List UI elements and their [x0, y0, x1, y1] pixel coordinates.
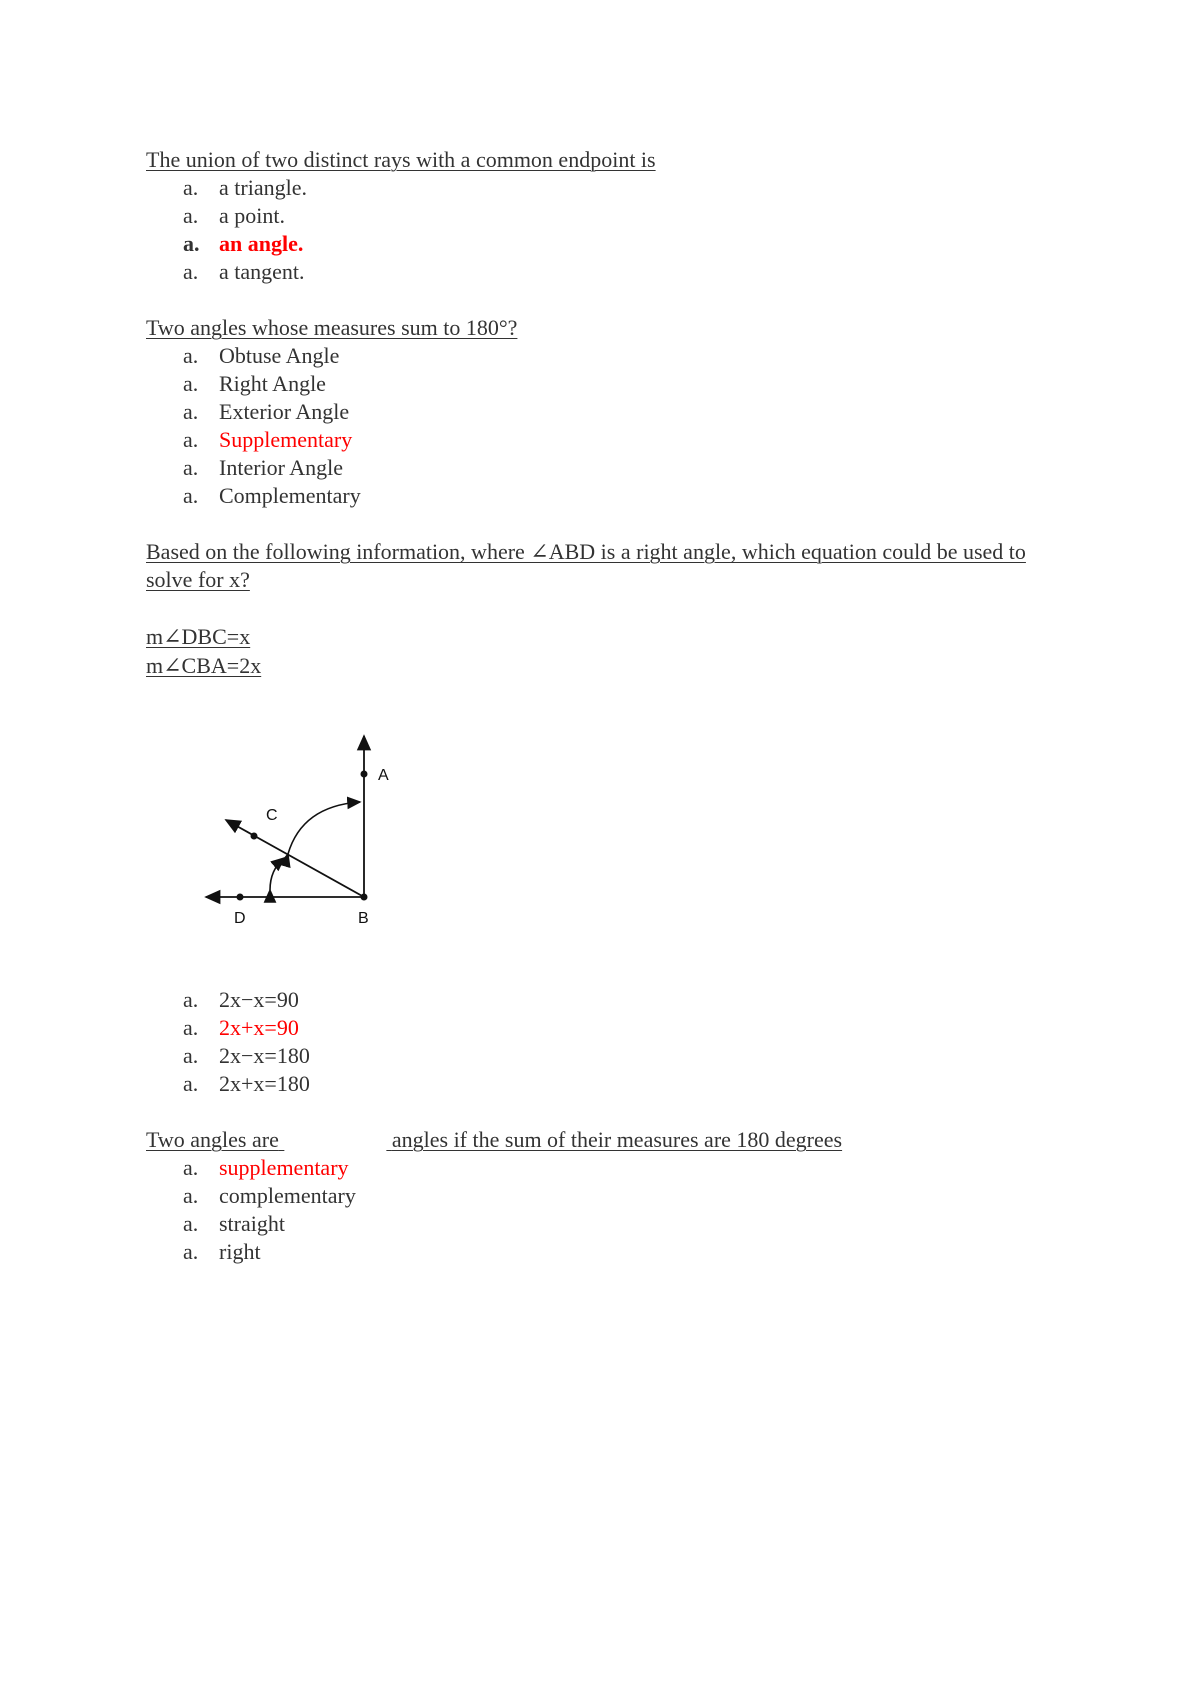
- question-2-option-3: [183, 398, 361, 426]
- question-4-prompt: [146, 1126, 842, 1154]
- option-marker: a.: [183, 1015, 199, 1040]
- question-2-option-5: [183, 454, 361, 482]
- angle-diagram-svg: [190, 730, 410, 940]
- option-text: 2x+x=90: [219, 1015, 299, 1040]
- option-text: a tangent.: [219, 259, 305, 284]
- label-a: A: [378, 767, 389, 784]
- question-4-prompt-after-blank: angles if the sum of their measures are 180 degrees: [391, 1127, 843, 1152]
- option-text: 2x−x=180: [219, 1043, 310, 1068]
- option-marker: a.: [183, 1211, 199, 1236]
- angle-diagram: [190, 730, 410, 940]
- option-text: 2x+x=180: [219, 1071, 310, 1096]
- question-4-option-4: [183, 1238, 356, 1266]
- option-marker: a.: [183, 987, 199, 1012]
- question-3-prompt: Based on the following information, where ∠ABD is a right angle, which equation could be used to solve for x?: [146, 539, 1026, 592]
- given-angle-dbc: m∠DBC=x: [146, 624, 251, 649]
- label-b: B: [358, 910, 369, 927]
- question-2-options: [183, 342, 361, 510]
- question-1-option-2: [183, 202, 307, 230]
- option-text: an angle.: [219, 231, 304, 256]
- option-marker: a.: [183, 483, 199, 508]
- question-4-prompt-before-blank: Two angles are: [146, 1127, 279, 1152]
- question-1-options: [183, 174, 307, 286]
- question-3-option-3: [183, 1042, 310, 1070]
- question-4-option-3: [183, 1210, 356, 1238]
- question-2-option-6: [183, 482, 361, 510]
- ray-bc: [226, 820, 364, 897]
- option-text: Obtuse Angle: [219, 343, 340, 368]
- option-marker: a.: [183, 1043, 199, 1068]
- label-d: D: [234, 910, 246, 927]
- option-text: 2x−x=90: [219, 987, 299, 1012]
- option-marker: a.: [183, 1239, 199, 1264]
- point-b: [361, 894, 368, 901]
- option-text: a point.: [219, 203, 285, 228]
- option-marker: a.: [183, 231, 200, 256]
- option-marker: a.: [183, 343, 199, 368]
- arc-angle-cba: [288, 802, 360, 854]
- question-1-option-1: [183, 174, 307, 202]
- option-marker: a.: [183, 455, 199, 480]
- option-text: supplementary: [219, 1155, 349, 1180]
- question-1-option-4: [183, 258, 307, 286]
- point-c: [251, 833, 258, 840]
- option-marker: a.: [183, 175, 199, 200]
- label-c: C: [266, 807, 278, 824]
- question-3-option-2-correct: [183, 1014, 310, 1042]
- question-3-option-1: [183, 986, 310, 1014]
- option-marker: a.: [183, 1071, 199, 1096]
- option-text: Exterior Angle: [219, 399, 350, 424]
- option-text: Complementary: [219, 483, 361, 508]
- question-2-option-4-correct: [183, 426, 361, 454]
- option-text: straight: [219, 1211, 285, 1236]
- question-2-option-2: [183, 370, 361, 398]
- option-text: complementary: [219, 1183, 356, 1208]
- option-marker: a.: [183, 371, 199, 396]
- option-marker: a.: [183, 203, 199, 228]
- option-text: Interior Angle: [219, 455, 344, 480]
- option-text: a triangle.: [219, 175, 307, 200]
- point-d: [237, 894, 244, 901]
- question-3-options: [183, 986, 310, 1098]
- option-marker: a.: [183, 1183, 199, 1208]
- option-marker: a.: [183, 259, 199, 284]
- option-text: right: [219, 1239, 261, 1264]
- option-marker: a.: [183, 399, 199, 424]
- question-4-option-2: [183, 1182, 356, 1210]
- arc-angle-dbc: [270, 858, 284, 890]
- option-text: Right Angle: [219, 371, 326, 396]
- question-4-option-1-correct: [183, 1154, 356, 1182]
- question-2-option-1: [183, 342, 361, 370]
- given-angle-cba: m∠CBA=2x: [146, 653, 262, 678]
- option-marker: a.: [183, 427, 199, 452]
- point-a: [361, 771, 368, 778]
- option-marker: a.: [183, 1155, 199, 1180]
- question-1-prompt: The union of two distinct rays with a common endpoint is: [146, 147, 656, 172]
- option-text: Supplementary: [219, 427, 353, 452]
- question-3-given: [146, 622, 261, 680]
- question-1-option-3-correct: [183, 230, 307, 258]
- question-3-option-4: [183, 1070, 310, 1098]
- question-2-prompt: Two angles whose measures sum to 180°?: [146, 315, 518, 340]
- question-4-options: [183, 1154, 356, 1266]
